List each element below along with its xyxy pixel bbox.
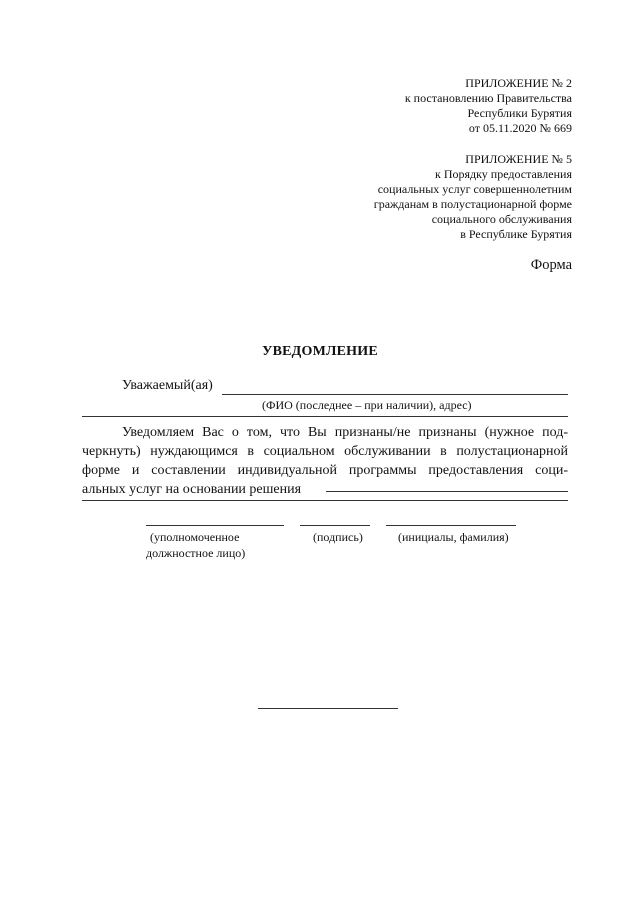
- appendix-2-title: ПРИЛОЖЕНИЕ № 2: [465, 76, 572, 90]
- signature-caption: (подпись): [313, 530, 363, 544]
- appendix-5-line: к Порядку предоставления: [434, 167, 572, 181]
- appendix-2-line: Республики Бурятия: [467, 106, 572, 120]
- address-line: [82, 416, 568, 417]
- official-underline: [146, 525, 284, 526]
- fio-underline: [222, 394, 446, 395]
- decision-continuation-line: [82, 500, 568, 501]
- footer-separator: [258, 708, 398, 709]
- body-line: черкнуть) нуждающимся в социальном обслуживании в полустационарной: [82, 444, 568, 459]
- decision-underline: [326, 491, 568, 492]
- official-caption-line2: должностное лицо): [146, 546, 246, 560]
- appendix-2-date: от 05.11.2020 № 669: [468, 121, 572, 135]
- appendix-5-line: социального обслуживания: [431, 212, 572, 226]
- document-title: УВЕДОМЛЕНИЕ: [262, 344, 378, 359]
- signature-underline: [300, 525, 370, 526]
- appendix-5-line: в Республике Бурятия: [460, 227, 572, 241]
- appendix-5-line: гражданам в полустационарной форме: [373, 197, 572, 211]
- body-line: форме и составлении индивидуальной программы предоставления соци-: [82, 463, 568, 478]
- initials-caption: (инициалы, фамилия): [398, 530, 509, 544]
- appendix-5-line: социальных услуг совершеннолетним: [377, 182, 572, 196]
- address-underline: [446, 394, 568, 395]
- fio-caption: (ФИО (последнее – при наличии), адрес): [262, 398, 472, 412]
- form-label: Форма: [530, 257, 572, 273]
- salutation-label: Уважаемый(ая): [122, 378, 213, 393]
- official-caption-line1: (уполномоченное: [150, 530, 240, 544]
- initials-underline: [386, 525, 516, 526]
- body-line: альных услуг на основании решения: [82, 482, 302, 497]
- body-paragraph: [82, 423, 568, 499]
- appendix-2-line: к постановлению Правительства: [404, 91, 572, 105]
- body-line: Уведомляем Вас о том, что Вы признаны/не признаны (нужное под-: [122, 425, 568, 440]
- appendix-2-block: [405, 76, 572, 136]
- appendix-5-block: [374, 152, 572, 242]
- appendix-5-title: ПРИЛОЖЕНИЕ № 5: [465, 152, 572, 166]
